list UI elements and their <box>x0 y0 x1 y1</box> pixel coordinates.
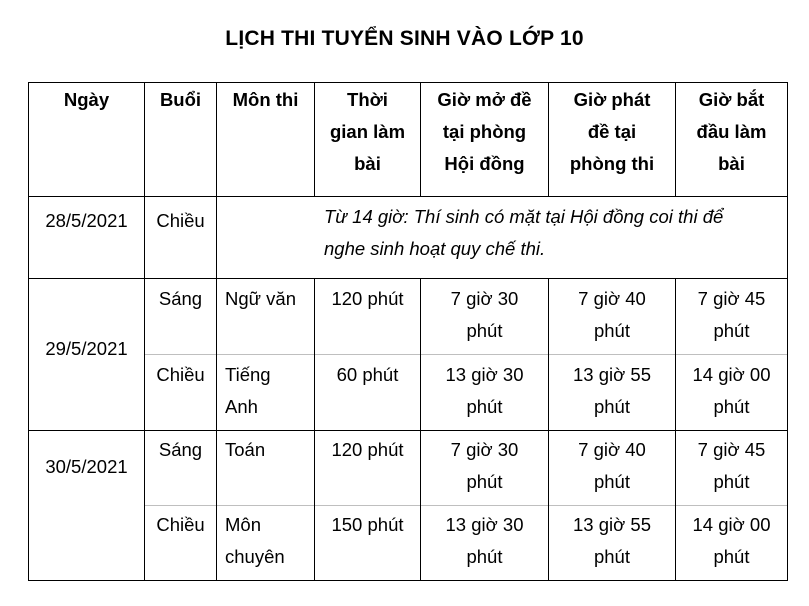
open-time-cell <box>421 355 549 431</box>
date-cell: 28/5/2021 <box>29 197 145 279</box>
note-line: Từ 14 giờ: Thí sinh có mặt tại Hội đồng coi thi để <box>324 206 724 227</box>
header-line: gian làm <box>329 121 406 142</box>
exam-schedule-table <box>28 82 788 581</box>
distribute-time-cell <box>549 279 676 355</box>
start-time-cell <box>676 506 788 581</box>
time-line: 13 giờ 55 <box>573 364 651 385</box>
distribute-time-cell <box>549 431 676 506</box>
time-line: 7 giờ 45 <box>697 439 766 460</box>
subject-cell <box>217 279 315 355</box>
subject-line: Môn <box>225 514 261 535</box>
date-text: 30/5/2021 <box>45 456 128 477</box>
open-time-cell <box>421 279 549 355</box>
session-cell: Sáng <box>145 431 217 506</box>
note-line: nghe sinh hoạt quy chế thi. <box>324 238 546 259</box>
header-gio-mo-de <box>421 83 549 197</box>
time-line: 13 giờ 30 <box>445 364 524 385</box>
session-cell: Chiều <box>145 506 217 581</box>
start-time-cell <box>676 279 788 355</box>
time-line: 13 giờ 30 <box>445 514 524 535</box>
distribute-time-cell <box>549 506 676 581</box>
date-cell <box>29 279 145 431</box>
open-time-cell <box>421 506 549 581</box>
date-text: 29/5/2021 <box>45 337 128 359</box>
subject-cell <box>217 355 315 431</box>
header-gio-bat-dau <box>676 83 788 197</box>
subject-line: Tiếng <box>225 364 271 385</box>
time-line: phút <box>713 471 750 492</box>
duration-cell: 120 phút <box>315 431 421 506</box>
session-cell: Sáng <box>145 279 217 355</box>
subject-line: chuyên <box>225 546 285 567</box>
subject-cell <box>217 506 315 581</box>
subject-line: Ngữ văn <box>225 288 297 309</box>
date-cell <box>29 431 145 581</box>
header-mon-thi: Môn thi <box>217 83 315 197</box>
time-line: 7 giờ 45 <box>697 288 766 309</box>
time-line: phút <box>466 471 503 492</box>
time-line: 7 giờ 30 <box>450 439 519 460</box>
header-line: bài <box>718 153 745 174</box>
distribute-time-cell <box>549 355 676 431</box>
header-buoi: Buổi <box>145 83 217 197</box>
orientation-row <box>29 197 788 279</box>
time-line: phút <box>593 471 630 492</box>
time-line: 13 giờ 55 <box>573 514 651 535</box>
header-line: phòng thi <box>569 153 655 174</box>
start-time-cell <box>676 355 788 431</box>
header-line: Hội đồng <box>444 153 525 174</box>
orientation-note <box>217 197 788 279</box>
subject-line: Toán <box>225 439 266 460</box>
time-line: phút <box>466 546 503 567</box>
header-line: tại phòng <box>442 121 527 142</box>
time-line: phút <box>713 396 750 417</box>
time-line: phút <box>466 396 503 417</box>
time-line: phút <box>713 320 750 341</box>
header-line: đề tại <box>587 121 637 142</box>
header-line: Giờ phát <box>573 89 651 110</box>
subject-cell <box>217 431 315 506</box>
header-thoi-gian <box>315 83 421 197</box>
table-row <box>29 279 788 355</box>
time-line: 7 giờ 40 <box>578 439 646 460</box>
header-line: đầu làm <box>696 121 767 142</box>
page-title: LỊCH THI TUYỂN SINH VÀO LỚP 10 <box>225 27 584 50</box>
duration-cell: 60 phút <box>315 355 421 431</box>
session-cell: Chiều <box>145 197 217 279</box>
header-gio-phat-de <box>549 83 676 197</box>
header-line: Giờ bắt <box>698 89 765 110</box>
duration-cell: 150 phút <box>315 506 421 581</box>
open-time-cell <box>421 431 549 506</box>
time-line: phút <box>593 320 630 341</box>
time-line: 7 giờ 30 <box>450 288 519 309</box>
header-row <box>29 83 788 197</box>
time-line: 7 giờ 40 <box>578 288 646 309</box>
header-line: bài <box>354 153 381 174</box>
start-time-cell <box>676 431 788 506</box>
time-line: phút <box>466 320 503 341</box>
time-line: phút <box>713 546 750 567</box>
time-line: 14 giờ 00 <box>692 364 771 385</box>
header-ngay: Ngày <box>29 83 145 197</box>
table-row <box>29 431 788 506</box>
subject-line: Anh <box>225 396 258 417</box>
header-line: Thời <box>347 89 388 110</box>
header-line: Giờ mở đề <box>437 89 532 110</box>
duration-cell: 120 phút <box>315 279 421 355</box>
session-cell: Chiều <box>145 355 217 431</box>
time-line: phút <box>593 546 630 567</box>
time-line: phút <box>593 396 630 417</box>
time-line: 14 giờ 00 <box>692 514 771 535</box>
